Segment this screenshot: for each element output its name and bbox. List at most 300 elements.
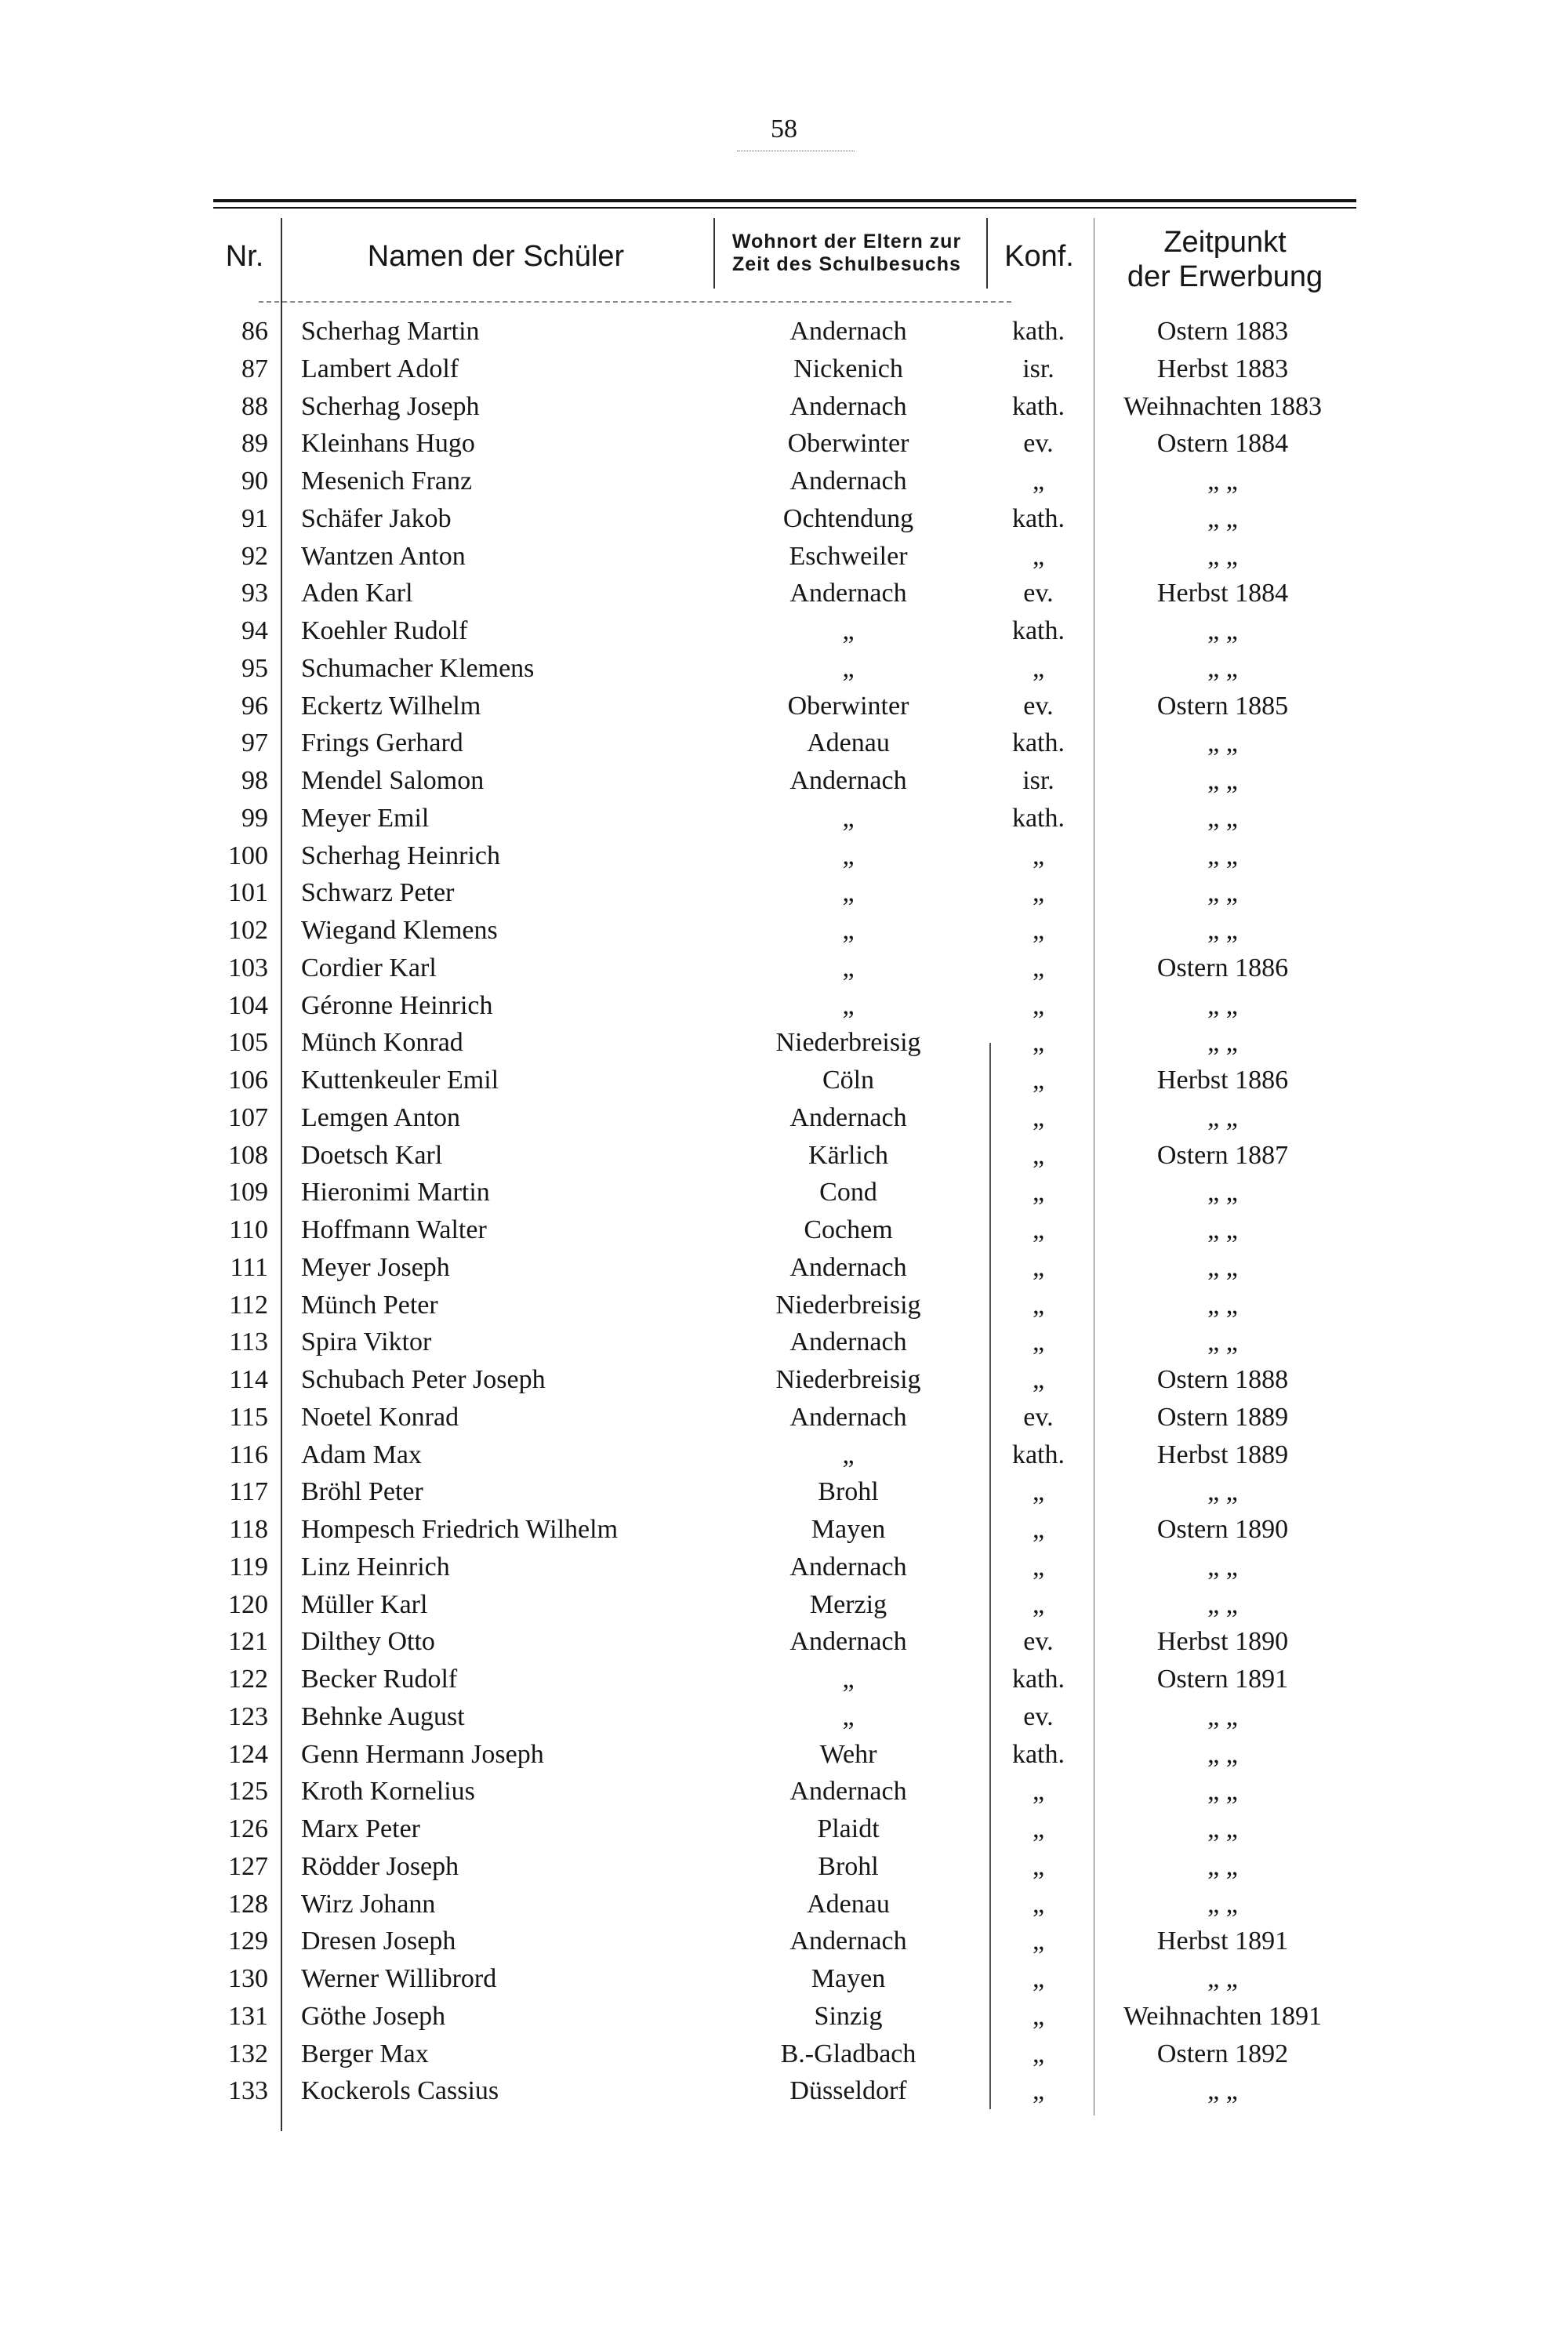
row-zeitpunkt: „ „ — [1207, 1739, 1238, 1769]
row-name: Lemgen Anton — [301, 1102, 461, 1132]
row-name: Doetsch Karl — [301, 1140, 443, 1170]
table-row — [213, 1515, 1356, 1552]
row-name: Marx Peter — [301, 1814, 421, 1843]
table-row — [213, 1852, 1356, 1890]
row-name: Scherhag Heinrich — [301, 841, 500, 870]
row-wohnort: Niederbreisig — [775, 1028, 921, 1058]
row-name: Meyer Joseph — [301, 1252, 450, 1282]
row-name: Hompesch Friedrich Wilhelm — [301, 1515, 619, 1544]
row-zeitpunkt: Weihnachten 1883 — [1123, 391, 1323, 421]
table-row — [213, 429, 1356, 467]
table-row — [213, 467, 1356, 504]
table-row — [213, 1890, 1356, 1927]
row-wohnort: Andernach — [789, 391, 907, 421]
row-wohnort: Oberwinter — [787, 691, 909, 721]
row-wohnort: Andernach — [789, 1627, 907, 1657]
row-name: Bröhl Peter — [301, 1477, 423, 1507]
row-nr: 96 — [241, 691, 268, 721]
row-zeitpunkt: „ „ — [1207, 1777, 1238, 1807]
row-zeitpunkt: Herbst 1883 — [1156, 354, 1289, 383]
row-zeitpunkt: „ „ — [1207, 467, 1238, 496]
row-wohnort: Andernach — [789, 1327, 907, 1357]
row-nr: 95 — [241, 653, 268, 683]
row-wohnort: Andernach — [789, 1552, 907, 1582]
row-name: Wirz Johann — [301, 1889, 436, 1919]
row-zeitpunkt: Ostern 1891 — [1156, 1665, 1289, 1694]
table-row — [213, 1927, 1356, 1964]
row-zeitpunkt: „ „ — [1207, 1964, 1238, 1993]
row-konfession: „ — [1032, 990, 1045, 1020]
header-zeitpunkt — [1094, 226, 1356, 294]
page-number: 58 — [771, 114, 797, 143]
row-zeitpunkt: Ostern 1887 — [1156, 1140, 1289, 1170]
row-wohnort: Mayen — [811, 1964, 886, 1993]
table-row — [213, 1440, 1356, 1478]
row-zeitpunkt: „ „ — [1207, 1028, 1238, 1058]
table-row — [213, 1141, 1356, 1178]
row-nr: 87 — [241, 354, 268, 383]
table-row — [213, 616, 1356, 654]
row-wohnort: Andernach — [789, 317, 907, 346]
row-name: Meyer Emil — [301, 803, 430, 833]
row-nr: 93 — [241, 579, 268, 608]
row-wohnort: „ — [842, 1701, 855, 1731]
row-wohnort: Cochem — [804, 1215, 893, 1244]
row-zeitpunkt: Herbst 1891 — [1156, 1927, 1289, 1956]
row-konfession: „ — [1032, 1964, 1045, 1993]
row-name: Adam Max — [301, 1440, 422, 1469]
row-zeitpunkt: „ „ — [1207, 728, 1238, 758]
row-konfession: kath. — [1011, 317, 1065, 346]
row-nr: 90 — [241, 467, 268, 496]
row-name: Wiegand Klemens — [301, 916, 498, 945]
row-zeitpunkt: Ostern 1885 — [1156, 691, 1289, 721]
row-nr: 124 — [228, 1739, 268, 1769]
row-zeitpunkt: Ostern 1892 — [1156, 2039, 1289, 2068]
row-wohnort: Sinzig — [814, 2001, 883, 2031]
table-row — [213, 841, 1356, 879]
row-konfession: „ — [1032, 1215, 1045, 1244]
table-row — [213, 1066, 1356, 1103]
table-row — [213, 542, 1356, 579]
row-nr: 119 — [229, 1552, 268, 1582]
row-nr: 126 — [228, 1814, 268, 1843]
row-konfession: „ — [1032, 953, 1045, 982]
row-name: Schubach Peter Joseph — [301, 1365, 546, 1394]
row-wohnort: Brohl — [818, 1477, 879, 1507]
row-nr: 113 — [229, 1327, 268, 1357]
row-konfession: kath. — [1011, 1739, 1065, 1769]
row-nr: 104 — [228, 990, 268, 1020]
row-name: Becker Rudolf — [301, 1665, 458, 1694]
row-name: Kleinhans Hugo — [301, 429, 475, 459]
row-konfession: „ — [1032, 2076, 1045, 2106]
row-wohnort: Andernach — [789, 766, 907, 795]
row-konfession: kath. — [1011, 1665, 1065, 1694]
row-zeitpunkt: „ „ — [1207, 541, 1238, 571]
header-wohnort — [710, 231, 984, 276]
table-row — [213, 354, 1356, 392]
row-nr: 112 — [229, 1290, 268, 1320]
row-konfession: „ — [1032, 467, 1045, 496]
row-name: Dresen Joseph — [301, 1927, 456, 1956]
row-wohnort: „ — [842, 1665, 855, 1694]
row-nr: 114 — [229, 1365, 268, 1394]
row-zeitpunkt: „ „ — [1207, 841, 1238, 870]
row-nr: 130 — [228, 1964, 268, 1993]
row-zeitpunkt: „ „ — [1207, 766, 1238, 795]
row-name: Aden Karl — [301, 579, 413, 608]
table-row — [213, 1552, 1356, 1590]
row-wohnort: Andernach — [789, 1102, 907, 1132]
row-name: Lambert Adolf — [301, 354, 459, 383]
row-konfession: „ — [1032, 1028, 1045, 1058]
row-zeitpunkt: „ „ — [1207, 616, 1238, 645]
row-nr: 132 — [228, 2039, 268, 2068]
table-row — [213, 1253, 1356, 1291]
row-nr: 86 — [241, 317, 268, 346]
row-nr: 127 — [228, 1851, 268, 1881]
header-wohnort-line1: Wohnort der Eltern zur — [731, 231, 962, 252]
row-nr: 111 — [230, 1252, 268, 1282]
row-name: Münch Konrad — [301, 1028, 463, 1058]
row-nr: 122 — [228, 1665, 268, 1694]
table-row — [213, 1028, 1356, 1066]
row-nr: 106 — [228, 1066, 268, 1095]
row-wohnort: Andernach — [789, 1777, 907, 1807]
row-zeitpunkt: „ „ — [1207, 1252, 1238, 1282]
row-zeitpunkt: „ „ — [1207, 1327, 1238, 1357]
row-wohnort: „ — [842, 953, 855, 982]
table-row — [213, 991, 1356, 1029]
row-wohnort: Adenau — [807, 1889, 890, 1919]
row-nr: 105 — [228, 1028, 268, 1058]
row-nr: 91 — [241, 503, 268, 533]
row-wohnort: Plaidt — [817, 1814, 880, 1843]
table-row — [213, 878, 1356, 916]
row-name: Göthe Joseph — [301, 2001, 446, 2031]
row-name: Géronne Heinrich — [301, 990, 493, 1020]
row-nr: 97 — [241, 728, 268, 758]
table-row — [213, 1777, 1356, 1814]
row-name: Noetel Konrad — [301, 1402, 459, 1432]
row-name: Frings Gerhard — [301, 728, 463, 758]
row-konfession: „ — [1032, 1178, 1045, 1208]
row-name: Scherhag Martin — [301, 317, 480, 346]
row-name: Eckertz Wilhelm — [301, 691, 481, 721]
row-nr: 121 — [228, 1627, 268, 1657]
table-row — [213, 766, 1356, 804]
row-konfession: „ — [1032, 1851, 1045, 1881]
row-nr: 123 — [228, 1701, 268, 1731]
row-konfession: „ — [1032, 1889, 1045, 1919]
header-top-rule-thin — [213, 207, 1356, 209]
row-wohnort: „ — [842, 841, 855, 870]
row-zeitpunkt: „ „ — [1207, 990, 1238, 1020]
row-nr: 102 — [228, 916, 268, 945]
row-konfession: kath. — [1011, 503, 1065, 533]
row-konfession: „ — [1032, 1102, 1045, 1132]
row-name: Werner Willibrord — [301, 1964, 497, 1993]
table-row — [213, 953, 1356, 991]
row-nr: 107 — [228, 1102, 268, 1132]
row-wohnort: Wehr — [819, 1739, 877, 1769]
row-konfession: „ — [1032, 878, 1045, 908]
row-zeitpunkt: Ostern 1890 — [1156, 1515, 1289, 1544]
row-name: Behnke August — [301, 1701, 465, 1731]
row-nr: 98 — [241, 766, 268, 795]
row-nr: 110 — [229, 1215, 268, 1244]
row-wohnort: Oberwinter — [787, 429, 909, 459]
row-zeitpunkt: Ostern 1888 — [1156, 1365, 1289, 1394]
row-konfession: „ — [1032, 1552, 1045, 1582]
row-wohnort: Kärlich — [808, 1140, 888, 1170]
row-wohnort: Nickenich — [793, 354, 903, 383]
row-nr: 94 — [241, 616, 268, 645]
row-konfession: ev. — [1023, 429, 1054, 459]
row-nr: 103 — [228, 953, 268, 982]
header-wohnort-line2: Zeit des Schulbesuchs — [732, 252, 961, 275]
row-name: Berger Max — [301, 2039, 429, 2068]
row-wohnort: Mayen — [811, 1515, 886, 1544]
row-konfession: isr. — [1022, 354, 1054, 383]
row-nr: 116 — [229, 1440, 268, 1469]
header-zeitpunkt-line2: der Erwerbung — [1127, 260, 1323, 293]
row-zeitpunkt: „ „ — [1207, 1290, 1238, 1320]
row-wohnort: Andernach — [789, 579, 907, 608]
row-nr: 115 — [229, 1402, 268, 1432]
row-wohnort: „ — [842, 990, 855, 1020]
row-nr: 88 — [241, 391, 268, 421]
row-zeitpunkt: Herbst 1884 — [1156, 579, 1289, 608]
row-konfession: „ — [1032, 1365, 1045, 1394]
row-name: Hieronimi Martin — [301, 1178, 490, 1208]
row-name: Rödder Joseph — [301, 1851, 459, 1881]
table-row — [213, 1327, 1356, 1365]
table-row — [213, 1814, 1356, 1852]
row-konfession: „ — [1032, 1589, 1045, 1619]
row-konfession: „ — [1032, 1290, 1045, 1320]
row-zeitpunkt: „ „ — [1207, 916, 1238, 945]
row-konfession: „ — [1032, 541, 1045, 571]
row-name: Linz Heinrich — [301, 1552, 450, 1582]
row-name: Mesenich Franz — [301, 467, 473, 496]
header-name: Namen der Schüler — [367, 240, 625, 273]
table-row — [213, 1103, 1356, 1141]
table-row — [213, 1291, 1356, 1328]
row-wohnort: Merzig — [809, 1589, 887, 1619]
row-name: Wantzen Anton — [301, 541, 466, 571]
row-konfession: „ — [1032, 1777, 1045, 1807]
row-wohnort: „ — [842, 616, 855, 645]
header-zeitpunkt-line1: Zeitpunkt — [1163, 226, 1287, 259]
row-konfession: ev. — [1023, 1701, 1054, 1731]
row-konfession: „ — [1032, 1927, 1045, 1956]
row-zeitpunkt: Weihnachten 1891 — [1123, 2001, 1323, 2031]
row-konfession: kath. — [1011, 616, 1065, 645]
column-divider-wohnort — [986, 218, 988, 289]
table-row — [213, 579, 1356, 616]
row-name: Müller Karl — [301, 1589, 428, 1619]
row-zeitpunkt: Ostern 1889 — [1156, 1402, 1289, 1432]
row-nr: 89 — [241, 429, 268, 459]
row-zeitpunkt: Herbst 1889 — [1156, 1440, 1289, 1469]
row-wohnort: Cond — [819, 1178, 877, 1208]
header-nr: Nr. — [225, 240, 264, 273]
row-zeitpunkt: Herbst 1886 — [1156, 1066, 1289, 1095]
row-zeitpunkt: Herbst 1890 — [1156, 1627, 1289, 1657]
row-name: Münch Peter — [301, 1290, 438, 1320]
row-zeitpunkt: „ „ — [1207, 1589, 1238, 1619]
row-konfession: „ — [1032, 653, 1045, 683]
row-nr: 133 — [228, 2076, 268, 2106]
row-wohnort: Andernach — [789, 467, 907, 496]
row-nr: 101 — [228, 878, 268, 908]
header-top-rule — [213, 199, 1356, 202]
row-nr: 108 — [228, 1140, 268, 1170]
table-row — [213, 916, 1356, 953]
row-konfession: „ — [1032, 841, 1045, 870]
row-wohnort: Brohl — [818, 1851, 879, 1881]
table-row — [213, 692, 1356, 729]
row-konfession: kath. — [1011, 1440, 1065, 1469]
row-name: Koehler Rudolf — [301, 616, 468, 645]
row-konfession: kath. — [1011, 803, 1065, 833]
row-nr: 109 — [228, 1178, 268, 1208]
row-nr: 117 — [229, 1477, 268, 1507]
row-zeitpunkt: „ „ — [1207, 1552, 1238, 1582]
row-konfession: ev. — [1023, 579, 1054, 608]
row-nr: 118 — [229, 1515, 268, 1544]
row-wohnort: „ — [842, 916, 855, 945]
row-zeitpunkt: „ „ — [1207, 1814, 1238, 1843]
table-row — [213, 1702, 1356, 1740]
row-wohnort: Andernach — [789, 1402, 907, 1432]
table-row — [213, 654, 1356, 692]
row-konfession: „ — [1032, 1515, 1045, 1544]
row-nr: 128 — [228, 1889, 268, 1919]
table-row — [213, 1477, 1356, 1515]
row-zeitpunkt: „ „ — [1207, 1701, 1238, 1731]
row-zeitpunkt: „ „ — [1207, 653, 1238, 683]
row-name: Hoffmann Walter — [301, 1215, 487, 1244]
row-konfession: „ — [1032, 1477, 1045, 1507]
row-zeitpunkt: „ „ — [1207, 1477, 1238, 1507]
row-wohnort: Niederbreisig — [775, 1365, 921, 1394]
row-wohnort: „ — [842, 878, 855, 908]
row-name: Schäfer Jakob — [301, 503, 452, 533]
table-row — [213, 2002, 1356, 2039]
table-row — [213, 728, 1356, 766]
table-row — [213, 1178, 1356, 1215]
row-zeitpunkt: „ „ — [1207, 1889, 1238, 1919]
table-row — [213, 804, 1356, 841]
row-name: Scherhag Joseph — [301, 391, 480, 421]
row-wohnort: „ — [842, 653, 855, 683]
table-row — [213, 1590, 1356, 1628]
row-nr: 120 — [228, 1589, 268, 1619]
row-nr: 129 — [228, 1927, 268, 1956]
row-konfession: „ — [1032, 1066, 1045, 1095]
row-wohnort: Düsseldorf — [789, 2076, 907, 2106]
column-divider-name — [713, 218, 715, 289]
table-row — [213, 1215, 1356, 1253]
table-row — [213, 2039, 1356, 2077]
row-konfession: ev. — [1023, 1402, 1054, 1432]
row-nr: 131 — [228, 2001, 268, 2031]
table-row — [213, 1365, 1356, 1403]
row-wohnort: Andernach — [789, 1927, 907, 1956]
row-nr: 99 — [241, 803, 268, 833]
table-row — [213, 1964, 1356, 2002]
row-zeitpunkt: „ „ — [1207, 1215, 1238, 1244]
row-konfession: kath. — [1011, 391, 1065, 421]
row-name: Schwarz Peter — [301, 878, 455, 908]
row-konfession: „ — [1032, 2001, 1045, 2031]
row-name: Schumacher Klemens — [301, 653, 535, 683]
row-konfession: „ — [1032, 1252, 1045, 1282]
table-row — [213, 504, 1356, 542]
row-zeitpunkt: „ „ — [1207, 2076, 1238, 2106]
row-konfession: „ — [1032, 916, 1045, 945]
row-zeitpunkt: „ „ — [1207, 503, 1238, 533]
row-konfession: isr. — [1022, 766, 1054, 795]
table-row — [213, 2076, 1356, 2114]
row-name: Kockerols Cassius — [301, 2076, 499, 2106]
row-wohnort: Ochtendung — [782, 503, 914, 533]
row-name: Mendel Salomon — [301, 766, 485, 795]
row-wohnort: „ — [842, 1440, 855, 1469]
row-nr: 100 — [228, 841, 268, 870]
row-name: Spira Viktor — [301, 1327, 432, 1357]
table-row — [213, 1740, 1356, 1778]
row-wohnort: Eschweiler — [789, 541, 908, 571]
row-wohnort: Niederbreisig — [775, 1290, 921, 1320]
row-name: Cordier Karl — [301, 953, 437, 982]
row-konfession: kath. — [1011, 728, 1065, 758]
row-wohnort: „ — [842, 803, 855, 833]
row-zeitpunkt: „ „ — [1207, 1178, 1238, 1208]
row-zeitpunkt: „ „ — [1207, 803, 1238, 833]
row-zeitpunkt: „ „ — [1207, 878, 1238, 908]
table-row — [213, 1403, 1356, 1440]
table-row — [213, 317, 1356, 354]
row-name: Kuttenkeuler Emil — [301, 1066, 499, 1095]
header-bottom-rule — [259, 301, 1011, 303]
row-zeitpunkt: Ostern 1884 — [1156, 429, 1289, 459]
table-row — [213, 392, 1356, 430]
row-zeitpunkt: Ostern 1883 — [1156, 317, 1289, 346]
row-konfession: „ — [1032, 1814, 1045, 1843]
row-nr: 125 — [228, 1777, 268, 1807]
table-row — [213, 1665, 1356, 1702]
row-konfession: „ — [1032, 1140, 1045, 1170]
table-row — [213, 1627, 1356, 1665]
row-wohnort: Cöln — [822, 1066, 875, 1095]
row-name: Kroth Kornelius — [301, 1777, 475, 1807]
row-zeitpunkt: „ „ — [1207, 1102, 1238, 1132]
row-wohnort: Adenau — [807, 728, 890, 758]
row-konfession: ev. — [1023, 691, 1054, 721]
row-wohnort: Andernach — [789, 1252, 907, 1282]
row-name: Genn Hermann Joseph — [301, 1739, 544, 1769]
row-konfession: „ — [1032, 1327, 1045, 1357]
row-nr: 92 — [241, 541, 268, 571]
row-wohnort: B.-Gladbach — [780, 2039, 916, 2068]
row-konfession: ev. — [1023, 1627, 1054, 1657]
row-zeitpunkt: „ „ — [1207, 1851, 1238, 1881]
header-konf: Konf. — [1004, 240, 1074, 273]
